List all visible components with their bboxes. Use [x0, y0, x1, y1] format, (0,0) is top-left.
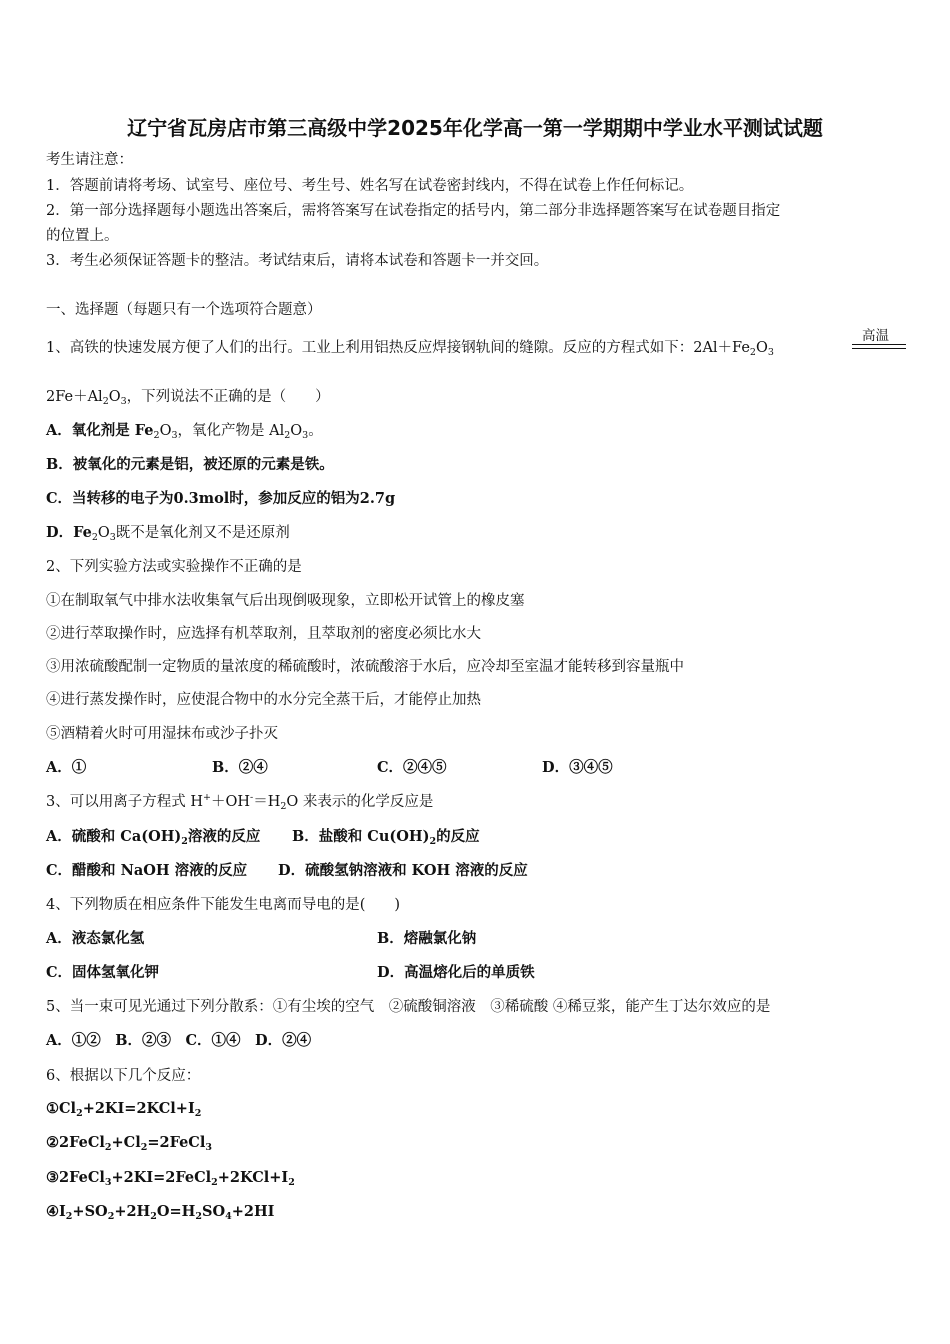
- q1-option-b: B．被氧化的元素是铝，被还原的元素是铁。: [46, 456, 334, 473]
- q4-option-b: B．熔融氯化钠: [377, 930, 477, 947]
- notice-item-2: 2．第一部分选择题每小题选出答案后，需将答案写在试卷指定的括号内，第二部分非选择题答案写在试卷题目指定: [46, 203, 781, 219]
- q2-stem: 2、下列实验方法或实验操作不正确的是: [46, 559, 302, 575]
- q1-stem-line2: $2Fe+Al_2O_3$，下列说法不正确的是（ ）: [46, 389, 330, 407]
- notice-heading: 考生请注意：: [46, 152, 133, 168]
- q2-item-1: ①在制取氧气中排水法收集氧气后出现倒吸现象，立即松开试管上的橡皮塞: [46, 593, 525, 609]
- q2-option-a: A．①: [46, 759, 87, 776]
- q6-reaction-3: $③2FeCl_3+2KI=2FeCl_2+2KCl+I_2$: [46, 1169, 295, 1188]
- q1-option-a: A．氧化剂是 $Fe_2O_3$，氧化产物是 $Al_2O_3$。: [46, 422, 323, 441]
- q3-stem: 3、可以用离子方程式 $H^++OH^-=H_2O$ 来表示的化学反应是: [46, 792, 434, 812]
- q6-reaction-2: $②2FeCl_2+Cl_2=2FeCl_3$: [46, 1134, 212, 1153]
- q2-option-b: B．②④: [212, 759, 268, 776]
- notice-item-2-cont: 的位置上。: [46, 228, 119, 244]
- q1-stem-line1: 1、高铁的快速发展方便了人们的出行。工业上利用铝热反应焊接钢轨间的缝隙。反应的方程式如下：$2Al+Fe_2O_3$: [46, 340, 774, 358]
- q4-stem: 4、下列物质在相应条件下能发生电离而导电的是( ): [46, 897, 401, 913]
- notice-item-3: 3．考生必须保证答题卡的整洁。考试结束后，请将本试卷和答题卡一并交回。: [46, 253, 549, 269]
- q6-reaction-4: $④I_2+SO_2+2H_2O=H_2SO_4+2HI$: [46, 1203, 275, 1222]
- equals-line-bottom: [852, 348, 906, 349]
- q3-option-d: D．硫酸氢钠溶液和 KOH 溶液的反应: [278, 862, 528, 879]
- q2-option-d: D．③④⑤: [542, 759, 613, 776]
- q2-item-5: ⑤酒精着火时可用湿抹布或沙子扑灭: [46, 726, 278, 742]
- q4-option-c: C．固体氢氧化钾: [46, 964, 160, 981]
- q2-item-4: ④进行蒸发操作时，应使混合物中的水分完全蒸干后，才能停止加热: [46, 692, 481, 708]
- q2-item-3: ③用浓硫酸配制一定物质的量浓度的稀硫酸时，浓硫酸溶于水后，应冷却至室温才能转移到容量瓶中: [46, 659, 684, 675]
- q2-item-2: ②进行萃取操作时，应选择有机萃取剂，且萃取剂的密度必须比水大: [46, 626, 481, 642]
- q6-reaction-1: $①Cl_2+2KI=2KCl+I_2$: [46, 1100, 202, 1119]
- section-heading: 一、选择题（每题只有一个选项符合题意）: [46, 302, 322, 318]
- q6-stem: 6、根据以下几个反应：: [46, 1068, 201, 1084]
- equals-line-top: [852, 344, 906, 345]
- q5-stem: 5、当一束可见光通过下列分散系：①有尘埃的空气 ②硫酸铜溶液 ③稀硫酸 ④稀豆浆，能产生丁达尔效应的是: [46, 999, 771, 1015]
- q3-option-b: B．盐酸和 $Cu(OH)_2$的反应: [292, 828, 480, 847]
- q4-option-a: A．液态氯化氢: [46, 930, 145, 947]
- q3-option-a: A．硫酸和 $Ca(OH)_2$溶液的反应: [46, 828, 261, 847]
- q1-option-d: D．$Fe_2O_3$既不是氧化剂又不是还原剂: [46, 524, 290, 543]
- q2-option-c: C．②④⑤: [377, 759, 447, 776]
- reaction-condition: [852, 324, 906, 354]
- q1-option-c: C．当转移的电子为0.3mol时，参加反应的铝为2.7g: [46, 490, 396, 507]
- q4-option-d: D．高温熔化后的单质铁: [377, 964, 535, 981]
- notice-item-1: 1．答题前请将考场、试室号、座位号、考生号、姓名写在试卷密封线内，不得在试卷上作任何标记。: [46, 178, 694, 194]
- q3-option-c: C．醋酸和 NaOH 溶液的反应: [46, 862, 248, 879]
- condition-label: 高温: [862, 328, 889, 344]
- q5-options: A．①② B．②③ C．①④ D．②④: [46, 1032, 312, 1049]
- exam-title: 辽宁省瓦房店市第三高级中学2025年化学高一第一学期期中学业水平测试试题: [127, 116, 823, 140]
